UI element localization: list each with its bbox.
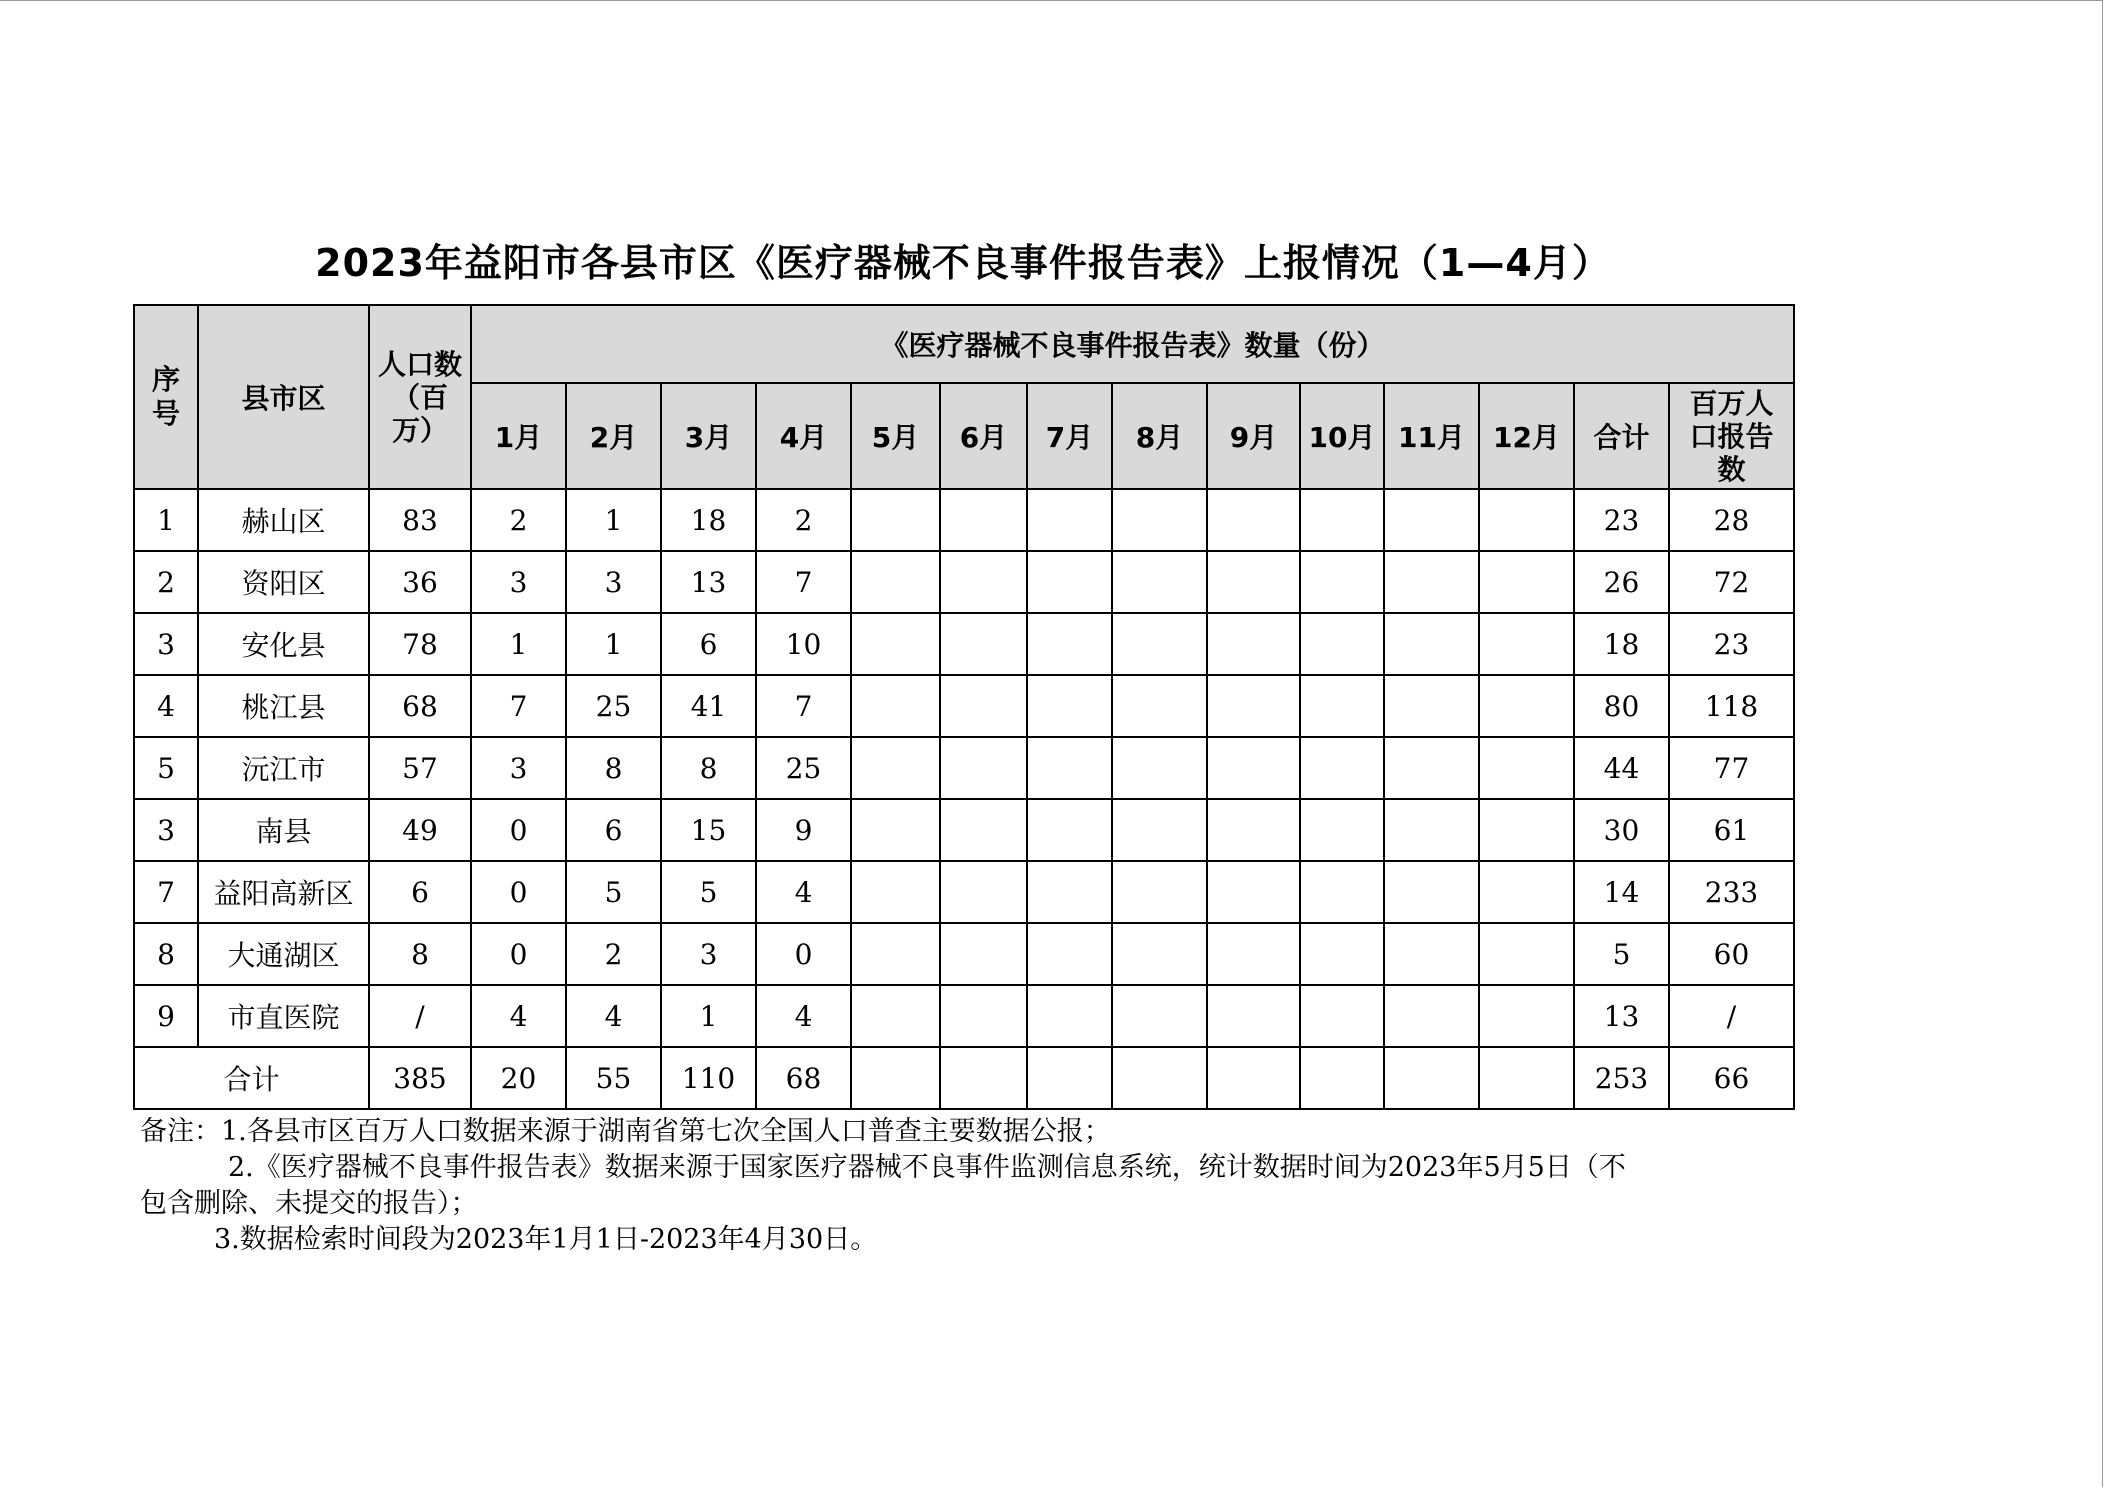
cell-month <box>851 551 940 613</box>
cell-total: 44 <box>1574 737 1669 799</box>
cell-population: 49 <box>369 799 471 861</box>
page-title: 2023年益阳市各县市区《医疗器械不良事件报告表》上报情况（1—4月） <box>315 241 1611 285</box>
cell-month <box>1384 675 1479 737</box>
header-index: 序号 <box>134 305 198 489</box>
cell-month <box>940 923 1027 985</box>
header-month: 12月 <box>1479 383 1574 489</box>
cell-county: 市直医院 <box>198 985 369 1047</box>
cell-month <box>851 985 940 1047</box>
report-table <box>133 304 1795 1110</box>
cell-county: 南县 <box>198 799 369 861</box>
cell-per-million: / <box>1669 985 1794 1047</box>
header-month: 7月 <box>1027 383 1112 489</box>
table-row <box>134 489 1794 551</box>
cell-month <box>1479 675 1574 737</box>
cell-county: 益阳高新区 <box>198 861 369 923</box>
cell-month <box>1384 923 1479 985</box>
cell-month <box>1207 799 1300 861</box>
cell-month <box>1300 861 1384 923</box>
header-month: 11月 <box>1384 383 1479 489</box>
header-county: 县市区 <box>198 305 369 489</box>
cell-month: 15 <box>661 799 756 861</box>
cell-month <box>1479 551 1574 613</box>
total-month <box>851 1047 940 1109</box>
cell-month <box>1300 737 1384 799</box>
cell-month <box>1112 861 1207 923</box>
cell-population: 57 <box>369 737 471 799</box>
cell-month <box>1384 799 1479 861</box>
cell-month <box>1207 737 1300 799</box>
cell-month <box>1027 675 1112 737</box>
cell-month <box>940 985 1027 1047</box>
cell-month <box>1112 923 1207 985</box>
note-line-1: 备注：1.各县市区百万人口数据来源于湖南省第七次全国人口普查主要数据公报； <box>140 1116 1111 1147</box>
cell-month <box>1300 675 1384 737</box>
cell-per-million: 61 <box>1669 799 1794 861</box>
cell-month: 13 <box>661 551 756 613</box>
total-month <box>1300 1047 1384 1109</box>
cell-month: 4 <box>566 985 661 1047</box>
cell-per-million: 23 <box>1669 613 1794 675</box>
cell-month: 7 <box>756 675 851 737</box>
cell-total: 30 <box>1574 799 1669 861</box>
cell-month <box>1207 551 1300 613</box>
cell-month <box>1207 489 1300 551</box>
cell-index: 3 <box>134 613 198 675</box>
cell-month <box>1479 489 1574 551</box>
cell-month <box>1384 489 1479 551</box>
header-month: 10月 <box>1300 383 1384 489</box>
cell-per-million: 72 <box>1669 551 1794 613</box>
cell-month <box>1027 923 1112 985</box>
header-row-top <box>134 305 1794 383</box>
cell-county: 桃江县 <box>198 675 369 737</box>
cell-month: 4 <box>756 861 851 923</box>
cell-month <box>1112 675 1207 737</box>
cell-month: 6 <box>661 613 756 675</box>
note-line-3: 3.数据检索时间段为2023年1月1日-2023年4月30日。 <box>214 1224 878 1255</box>
header-month: 4月 <box>756 383 851 489</box>
cell-month <box>1027 737 1112 799</box>
total-row <box>134 1047 1794 1109</box>
cell-month: 8 <box>566 737 661 799</box>
cell-month: 1 <box>566 489 661 551</box>
cell-month <box>1112 799 1207 861</box>
cell-month <box>940 737 1027 799</box>
cell-index: 4 <box>134 675 198 737</box>
table-row <box>134 985 1794 1047</box>
cell-population: 78 <box>369 613 471 675</box>
table-row <box>134 551 1794 613</box>
cell-month: 2 <box>756 489 851 551</box>
cell-index: 8 <box>134 923 198 985</box>
cell-month <box>1384 613 1479 675</box>
cell-total: 26 <box>1574 551 1669 613</box>
cell-month <box>851 489 940 551</box>
cell-month <box>1027 551 1112 613</box>
header-total: 合计 <box>1574 383 1669 489</box>
cell-month <box>851 923 940 985</box>
cell-month <box>1207 675 1300 737</box>
cell-population: 8 <box>369 923 471 985</box>
total-month: 68 <box>756 1047 851 1109</box>
cell-population: 83 <box>369 489 471 551</box>
cell-month <box>1027 985 1112 1047</box>
cell-month <box>1300 489 1384 551</box>
table-row <box>134 799 1794 861</box>
cell-month <box>1384 551 1479 613</box>
cell-county: 赫山区 <box>198 489 369 551</box>
cell-month: 5 <box>566 861 661 923</box>
total-per-million: 66 <box>1669 1047 1794 1109</box>
cell-month <box>940 613 1027 675</box>
cell-index: 7 <box>134 861 198 923</box>
cell-month <box>1112 737 1207 799</box>
cell-month: 4 <box>471 985 566 1047</box>
cell-per-million: 60 <box>1669 923 1794 985</box>
cell-month: 10 <box>756 613 851 675</box>
cell-month <box>851 737 940 799</box>
cell-month: 3 <box>566 551 661 613</box>
cell-month <box>1207 985 1300 1047</box>
cell-month <box>1384 861 1479 923</box>
table-row <box>134 861 1794 923</box>
cell-index: 9 <box>134 985 198 1047</box>
cell-month <box>1479 737 1574 799</box>
header-month: 8月 <box>1112 383 1207 489</box>
cell-month <box>1384 737 1479 799</box>
cell-month: 6 <box>566 799 661 861</box>
cell-county: 资阳区 <box>198 551 369 613</box>
cell-month: 9 <box>756 799 851 861</box>
cell-month: 1 <box>471 613 566 675</box>
total-month: 55 <box>566 1047 661 1109</box>
cell-month: 18 <box>661 489 756 551</box>
cell-month: 1 <box>566 613 661 675</box>
cell-month: 1 <box>661 985 756 1047</box>
total-month <box>1479 1047 1574 1109</box>
cell-month <box>1479 985 1574 1047</box>
cell-total: 80 <box>1574 675 1669 737</box>
cell-population: 36 <box>369 551 471 613</box>
cell-per-million: 233 <box>1669 861 1794 923</box>
header-population: 人口数（百万） <box>369 305 471 489</box>
cell-month: 0 <box>756 923 851 985</box>
cell-month <box>851 675 940 737</box>
total-month: 20 <box>471 1047 566 1109</box>
cell-month <box>1479 799 1574 861</box>
cell-month: 7 <box>471 675 566 737</box>
total-population: 385 <box>369 1047 471 1109</box>
cell-month <box>1479 861 1574 923</box>
cell-index: 2 <box>134 551 198 613</box>
cell-total: 18 <box>1574 613 1669 675</box>
cell-month: 7 <box>756 551 851 613</box>
cell-month: 2 <box>566 923 661 985</box>
cell-per-million: 118 <box>1669 675 1794 737</box>
cell-month: 3 <box>471 737 566 799</box>
cell-month: 4 <box>756 985 851 1047</box>
cell-month <box>1300 551 1384 613</box>
total-month <box>1207 1047 1300 1109</box>
table-row <box>134 923 1794 985</box>
total-total: 253 <box>1574 1047 1669 1109</box>
header-per-million: 百万人口报告数 <box>1669 383 1794 489</box>
table-body <box>134 489 1794 1109</box>
header-month: 1月 <box>471 383 566 489</box>
total-label: 合计 <box>134 1047 369 1109</box>
note-line-2: 2.《医疗器械不良事件报告表》数据来源于国家医疗器械不良事件监测信息系统，统计数据时间为2023年5月5日（不 <box>228 1152 1626 1183</box>
cell-county: 沅江市 <box>198 737 369 799</box>
cell-month <box>1384 985 1479 1047</box>
cell-month <box>851 861 940 923</box>
cell-month <box>851 613 940 675</box>
cell-population: / <box>369 985 471 1047</box>
cell-month <box>1300 923 1384 985</box>
cell-month <box>1300 613 1384 675</box>
cell-month <box>940 551 1027 613</box>
cell-month <box>1207 861 1300 923</box>
cell-month: 3 <box>471 551 566 613</box>
cell-month <box>1112 551 1207 613</box>
cell-month: 3 <box>661 923 756 985</box>
total-month <box>1112 1047 1207 1109</box>
cell-month <box>1479 613 1574 675</box>
cell-month <box>1112 613 1207 675</box>
cell-month <box>1207 613 1300 675</box>
cell-month <box>1207 923 1300 985</box>
cell-month <box>1027 861 1112 923</box>
cell-index: 3 <box>134 799 198 861</box>
cell-per-million: 77 <box>1669 737 1794 799</box>
note-line-2-continued: 包含删除、未提交的报告）； <box>140 1188 478 1219</box>
cell-month: 41 <box>661 675 756 737</box>
cell-month <box>1027 613 1112 675</box>
cell-month <box>940 489 1027 551</box>
table-row <box>134 613 1794 675</box>
total-month: 110 <box>661 1047 756 1109</box>
cell-month: 0 <box>471 923 566 985</box>
cell-month <box>940 675 1027 737</box>
cell-index: 1 <box>134 489 198 551</box>
table-row <box>134 737 1794 799</box>
header-month: 3月 <box>661 383 756 489</box>
cell-month: 5 <box>661 861 756 923</box>
table-row <box>134 675 1794 737</box>
cell-population: 68 <box>369 675 471 737</box>
header-month: 6月 <box>940 383 1027 489</box>
header-month: 2月 <box>566 383 661 489</box>
cell-month: 25 <box>566 675 661 737</box>
cell-total: 13 <box>1574 985 1669 1047</box>
cell-month <box>1027 799 1112 861</box>
cell-month: 8 <box>661 737 756 799</box>
cell-per-million: 28 <box>1669 489 1794 551</box>
cell-total: 23 <box>1574 489 1669 551</box>
cell-month: 0 <box>471 861 566 923</box>
cell-population: 6 <box>369 861 471 923</box>
cell-month: 25 <box>756 737 851 799</box>
header-report-count-group: 《医疗器械不良事件报告表》数量（份） <box>471 305 1794 383</box>
cell-month <box>1112 985 1207 1047</box>
cell-month: 0 <box>471 799 566 861</box>
cell-total: 5 <box>1574 923 1669 985</box>
cell-month <box>1112 489 1207 551</box>
cell-month <box>1479 923 1574 985</box>
cell-month: 2 <box>471 489 566 551</box>
total-month <box>1027 1047 1112 1109</box>
cell-month <box>1300 799 1384 861</box>
total-month <box>1384 1047 1479 1109</box>
header-month: 5月 <box>851 383 940 489</box>
cell-month <box>1027 489 1112 551</box>
cell-month <box>1300 985 1384 1047</box>
cell-county: 大通湖区 <box>198 923 369 985</box>
cell-month <box>851 799 940 861</box>
cell-month <box>940 799 1027 861</box>
cell-index: 5 <box>134 737 198 799</box>
cell-county: 安化县 <box>198 613 369 675</box>
total-month <box>940 1047 1027 1109</box>
cell-month <box>940 861 1027 923</box>
notes <box>140 1114 1760 1258</box>
cell-total: 14 <box>1574 861 1669 923</box>
header-month: 9月 <box>1207 383 1300 489</box>
